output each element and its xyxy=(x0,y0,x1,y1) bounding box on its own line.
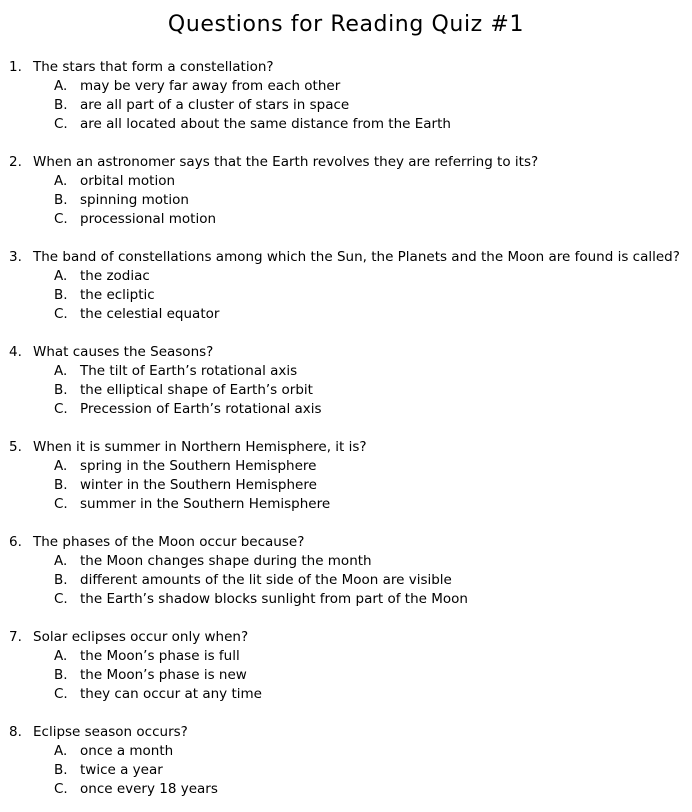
question-text: The phases of the Moon occur because? xyxy=(33,534,305,550)
question-text: The stars that form a constellation? xyxy=(33,59,274,75)
question-line xyxy=(0,153,692,172)
option-c xyxy=(0,495,692,514)
question-line xyxy=(0,58,692,77)
question-line xyxy=(0,248,692,267)
question-text: The band of constellations among which the Sun, the Planets and the Moon are found is called? xyxy=(33,249,680,265)
question-number: 7. xyxy=(9,629,22,645)
option-letter: A. xyxy=(54,458,68,474)
option-letter: A. xyxy=(54,268,68,284)
option-letter: C. xyxy=(54,306,68,322)
option-b xyxy=(0,571,692,590)
question-number: 5. xyxy=(9,439,22,455)
option-letter: C. xyxy=(54,496,68,512)
option-a xyxy=(0,552,692,571)
option-text: Precession of Earth’s rotational axis xyxy=(80,401,322,417)
option-text: summer in the Southern Hemisphere xyxy=(80,496,331,512)
option-letter: A. xyxy=(54,363,68,379)
option-text: twice a year xyxy=(80,762,163,778)
option-text: winter in the Southern Hemisphere xyxy=(80,477,317,493)
question-1 xyxy=(0,58,692,134)
question-text: What causes the Seasons? xyxy=(33,344,214,360)
option-letter: C. xyxy=(54,116,68,132)
question-text: When an astronomer says that the Earth revolves they are referring to its? xyxy=(33,154,539,170)
option-text: orbital motion xyxy=(80,173,176,189)
option-letter: B. xyxy=(54,287,68,303)
option-letter: B. xyxy=(54,382,68,398)
question-line xyxy=(0,723,692,742)
question-number: 1. xyxy=(9,59,22,75)
question-4 xyxy=(0,343,692,419)
option-c xyxy=(0,305,692,324)
question-text: Solar eclipses occur only when? xyxy=(33,629,249,645)
option-letter: A. xyxy=(54,78,68,94)
option-b xyxy=(0,761,692,780)
question-8 xyxy=(0,723,692,799)
question-text: Eclipse season occurs? xyxy=(33,724,188,740)
option-letter: B. xyxy=(54,192,68,208)
option-b xyxy=(0,286,692,305)
option-text: the elliptical shape of Earth’s orbit xyxy=(80,382,313,398)
question-number: 3. xyxy=(9,249,22,265)
option-text: spinning motion xyxy=(80,192,189,208)
option-a xyxy=(0,362,692,381)
question-line xyxy=(0,628,692,647)
option-text: the zodiac xyxy=(80,268,150,284)
question-number: 8. xyxy=(9,724,22,740)
option-text: may be very far away from each other xyxy=(80,78,341,94)
option-letter: A. xyxy=(54,553,68,569)
option-a xyxy=(0,647,692,666)
option-text: different amounts of the lit side of the Moon are visible xyxy=(80,572,452,588)
option-letter: C. xyxy=(54,401,68,417)
option-letter: B. xyxy=(54,97,68,113)
option-letter: A. xyxy=(54,743,68,759)
option-c xyxy=(0,590,692,609)
option-text: The tilt of Earth’s rotational axis xyxy=(80,363,298,379)
option-c xyxy=(0,115,692,134)
option-c xyxy=(0,685,692,704)
option-a xyxy=(0,267,692,286)
option-text: processional motion xyxy=(80,211,217,227)
option-text: once a month xyxy=(80,743,174,759)
option-letter: B. xyxy=(54,572,68,588)
option-letter: B. xyxy=(54,667,68,683)
option-text: the celestial equator xyxy=(80,306,220,322)
option-c xyxy=(0,210,692,229)
option-b xyxy=(0,666,692,685)
option-letter: C. xyxy=(54,781,68,797)
question-number: 4. xyxy=(9,344,22,360)
option-text: once every 18 years xyxy=(80,781,218,797)
question-text: When it is summer in Northern Hemisphere, it is? xyxy=(33,439,367,455)
question-line xyxy=(0,533,692,552)
option-letter: C. xyxy=(54,591,68,607)
option-b xyxy=(0,96,692,115)
option-text: the ecliptic xyxy=(80,287,155,303)
question-5 xyxy=(0,438,692,514)
option-a xyxy=(0,457,692,476)
option-c xyxy=(0,780,692,799)
option-letter: C. xyxy=(54,686,68,702)
question-number: 6. xyxy=(9,534,22,550)
question-line xyxy=(0,343,692,362)
option-c xyxy=(0,400,692,419)
option-text: the Moon’s phase is full xyxy=(80,648,240,664)
option-text: the Moon’s phase is new xyxy=(80,667,247,683)
option-b xyxy=(0,191,692,210)
question-6 xyxy=(0,533,692,609)
question-3 xyxy=(0,248,692,324)
option-text: the Moon changes shape during the month xyxy=(80,553,372,569)
question-7 xyxy=(0,628,692,704)
option-letter: A. xyxy=(54,173,68,189)
option-b xyxy=(0,476,692,495)
option-text: the Earth’s shadow blocks sunlight from part of the Moon xyxy=(80,591,468,607)
option-a xyxy=(0,742,692,761)
option-letter: B. xyxy=(54,477,68,493)
option-b xyxy=(0,381,692,400)
option-text: are all part of a cluster of stars in space xyxy=(80,97,350,113)
page-title: Questions for Reading Quiz #1 xyxy=(167,12,525,37)
option-text: are all located about the same distance from the Earth xyxy=(80,116,451,132)
option-letter: B. xyxy=(54,762,68,778)
question-line xyxy=(0,438,692,457)
option-letter: A. xyxy=(54,648,68,664)
option-text: spring in the Southern Hemisphere xyxy=(80,458,317,474)
option-a xyxy=(0,172,692,191)
question-2 xyxy=(0,153,692,229)
option-a xyxy=(0,77,692,96)
option-letter: C. xyxy=(54,211,68,227)
question-number: 2. xyxy=(9,154,22,170)
option-text: they can occur at any time xyxy=(80,686,262,702)
